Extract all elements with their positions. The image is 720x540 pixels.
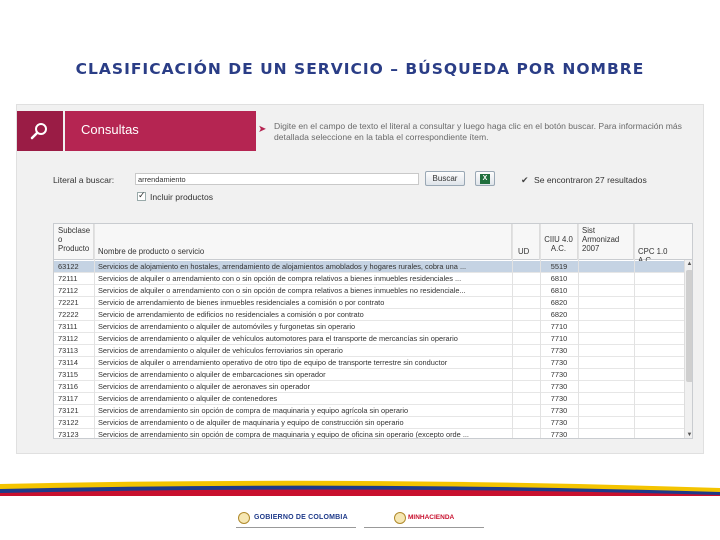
cell-code: 73116 (58, 382, 79, 391)
cell-code: 72222 (58, 310, 79, 319)
column-header-sist-text: Sist Armonizad 2007 (582, 226, 620, 253)
cell-ud (512, 381, 540, 393)
table-header (54, 224, 693, 260)
table-row[interactable] (54, 261, 684, 273)
cell-ciiu: 7730 (550, 370, 568, 379)
cell-ud (512, 261, 540, 273)
logo-gobierno-text: GOBIERNO DE COLOMBIA (254, 514, 348, 521)
cell-ud (512, 393, 540, 405)
cell-code: 73117 (58, 394, 79, 403)
table-row[interactable] (54, 429, 684, 439)
column-header-ud[interactable]: UD (512, 224, 540, 260)
cell-ud (512, 429, 540, 439)
scroll-thumb[interactable] (686, 270, 693, 382)
cell-sist (578, 429, 634, 439)
consultas-app (16, 104, 704, 454)
cell-ciiu: 7710 (550, 334, 568, 343)
cell-ciiu: 6810 (550, 274, 568, 283)
column-header-subclase-text: Subclase o Producto (58, 226, 91, 253)
column-divider (94, 224, 95, 439)
table-row[interactable] (54, 333, 684, 345)
cell-sist (578, 357, 634, 369)
cell-ciiu: 6820 (550, 298, 568, 307)
table-row[interactable] (54, 381, 684, 393)
search-button[interactable]: Buscar (425, 171, 465, 186)
cell-ud (512, 309, 540, 321)
include-products-checkbox[interactable] (137, 192, 146, 201)
cell-ud (512, 417, 540, 429)
cell-code: 63122 (58, 262, 79, 271)
cell-cpc (634, 333, 684, 345)
flag-swoosh (0, 474, 720, 496)
coat-of-arms-icon (394, 512, 406, 524)
cell-sist (578, 333, 634, 345)
cell-sist (578, 261, 634, 273)
cell-name: Servicios de alquiler o arrendamiento operativo de otro tipo de equipo de transporte terrestre sin conductor (98, 358, 448, 367)
results-table (53, 223, 693, 439)
cell-cpc (634, 357, 684, 369)
table-row[interactable] (54, 285, 684, 297)
table-body (54, 261, 684, 439)
cell-ciiu: 6820 (550, 310, 568, 319)
cell-ciiu: 7730 (550, 406, 568, 415)
cell-ciiu: 7730 (550, 418, 568, 427)
column-header-subclase[interactable] (54, 224, 94, 260)
cell-ciiu: 7730 (550, 430, 568, 439)
cell-ciiu: 7730 (550, 382, 568, 391)
arrow-right-icon: ➤ (258, 124, 267, 135)
cell-code: 72111 (58, 274, 78, 283)
column-header-ciiu[interactable] (540, 224, 578, 260)
cell-ciiu: 6810 (550, 286, 568, 295)
header-bar (65, 111, 256, 151)
cell-ciiu: 7730 (550, 394, 568, 403)
column-header-cpc[interactable]: CPC 1.0 (638, 247, 668, 256)
cell-cpc (634, 429, 684, 439)
cell-cpc (634, 393, 684, 405)
cell-name: Servicios de arrendamiento o alquiler de automóviles y furgonetas sin operario (98, 322, 356, 331)
cell-ud (512, 405, 540, 417)
cell-cpc (634, 345, 684, 357)
cell-ud (512, 345, 540, 357)
cell-code: 73111 (58, 322, 78, 331)
table-scrollbar[interactable] (684, 260, 693, 439)
cell-cpc (634, 309, 684, 321)
cell-sist (578, 405, 634, 417)
cell-name: Servicios de arrendamiento sin opción de compra de maquinaria y equipo agrícola sin operario (98, 406, 409, 415)
table-row[interactable] (54, 309, 684, 321)
cell-ciiu: 7710 (550, 322, 568, 331)
column-divider (634, 224, 635, 439)
column-header-ciiu-text: CIIU 4.0 A.C. (544, 235, 573, 253)
cell-cpc (634, 369, 684, 381)
cell-code: 72112 (58, 286, 79, 295)
check-icon: ✔ (521, 175, 529, 185)
cell-sist (578, 345, 634, 357)
cell-name: Servicios de arrendamiento o alquiler de vehículos automotores para el transporte de mercancías sin operario (98, 334, 458, 343)
cell-name: Servicios de arrendamiento o de alquiler de maquinaria y equipo de construcción sin operario (98, 418, 404, 427)
header-title: Consultas (81, 122, 139, 137)
scroll-down-icon[interactable]: ▼ (686, 432, 693, 438)
scroll-up-icon[interactable]: ▲ (686, 261, 693, 267)
column-divider (512, 224, 513, 439)
info-text: Digite en el campo de texto el literal a consultar y luego haga clic en el botón buscar. Para información más detallada seleccione en la tabla el correspondiente ítem. (274, 121, 682, 142)
cell-code: 73113 (58, 346, 79, 355)
cell-cpc (634, 297, 684, 309)
cell-name: Servicios de arrendamiento o alquiler de contenedores (98, 394, 278, 403)
cell-ud (512, 297, 540, 309)
cell-ud (512, 285, 540, 297)
cell-sist (578, 369, 634, 381)
cell-ud (512, 369, 540, 381)
cell-cpc (634, 321, 684, 333)
logo-gobierno-colombia (236, 510, 356, 528)
cell-cpc (634, 273, 684, 285)
cell-sist (578, 309, 634, 321)
cell-cpc (634, 261, 684, 273)
cell-code: 73114 (58, 358, 79, 367)
cell-sist (578, 321, 634, 333)
cell-ud (512, 333, 540, 345)
cell-code: 73122 (58, 418, 79, 427)
cell-code: 73121 (58, 406, 79, 415)
cell-sist (578, 297, 634, 309)
cell-code: 73123 (58, 430, 79, 439)
cell-name: Servicios de arrendamiento o alquiler de vehículos ferroviarios sin operario (98, 346, 343, 355)
cell-code: 73115 (58, 370, 79, 379)
cell-cpc (634, 405, 684, 417)
cell-name: Servicio de arrendamiento de bienes inmuebles residenciales a comisión o por contrato (98, 298, 385, 307)
cell-name: Servicios de alquiler o arrendamiento con o sin opción de compra relativos a bienes inmuebles residenciales ... (98, 274, 462, 283)
cell-name: Servicios de arrendamiento o alquiler de aeronaves sin operador (98, 382, 310, 391)
table-row[interactable] (54, 393, 684, 405)
table-row[interactable] (54, 297, 684, 309)
cell-name: Servicios de alojamiento en hostales, arrendamiento de alojamientos amoblados y hogares rurales, cobra una ... (98, 262, 467, 271)
search-icon[interactable] (17, 111, 63, 151)
cell-name: Servicios de alquiler o arrendamiento con o sin opción de compra relativos a bienes inmuebles no residenciale... (98, 286, 466, 295)
cell-ciiu: 7730 (550, 358, 568, 367)
include-products-label: Incluir productos (150, 192, 214, 202)
table-row[interactable] (54, 357, 684, 369)
cell-sist (578, 393, 634, 405)
search-label: Literal a buscar: (53, 175, 115, 185)
column-header-nombre[interactable]: Nombre de producto o servicio (94, 224, 512, 260)
logo-minhacienda-text: MINHACIENDA (408, 514, 455, 521)
excel-icon: X (480, 174, 490, 184)
cell-ciiu: 5519 (550, 262, 568, 271)
results-count: Se encontraron 27 resultados (534, 175, 647, 185)
column-divider (540, 224, 541, 439)
table-row[interactable] (54, 417, 684, 429)
excel-export-button[interactable] (475, 171, 495, 186)
cell-sist (578, 285, 634, 297)
cell-name: Servicios de arrendamiento o alquiler de embarcaciones sin operador (98, 370, 326, 379)
column-header-sist[interactable] (578, 224, 634, 260)
cell-cpc (634, 381, 684, 393)
table-row[interactable] (54, 405, 684, 417)
cell-name: Servicio de arrendamiento de edificios no residenciales a comisión o por contrato (98, 310, 364, 319)
cell-sist (578, 381, 634, 393)
logo-minhacienda (364, 510, 484, 528)
cell-sist (578, 417, 634, 429)
table-row[interactable] (54, 273, 684, 285)
cell-ud (512, 273, 540, 285)
cell-cpc (634, 285, 684, 297)
cell-ud (512, 321, 540, 333)
column-divider (578, 224, 579, 439)
cell-code: 73112 (58, 334, 79, 343)
cell-ciiu: 7730 (550, 346, 568, 355)
cell-ud (512, 357, 540, 369)
cell-sist (578, 273, 634, 285)
coat-of-arms-icon (238, 512, 250, 524)
cell-code: 72221 (58, 298, 79, 307)
table-row[interactable] (54, 321, 684, 333)
table-row[interactable] (54, 345, 684, 357)
search-input[interactable] (135, 173, 419, 185)
cell-name: Servicios de arrendamiento sin opción de compra de maquinaria y equipo de oficina sin operario (excepto orde ... (98, 430, 469, 439)
table-row[interactable] (54, 369, 684, 381)
slide-title: CLASIFICACIÓN DE UN SERVICIO – BÚSQUEDA POR NOMBRE (75, 60, 645, 78)
cell-cpc (634, 417, 684, 429)
